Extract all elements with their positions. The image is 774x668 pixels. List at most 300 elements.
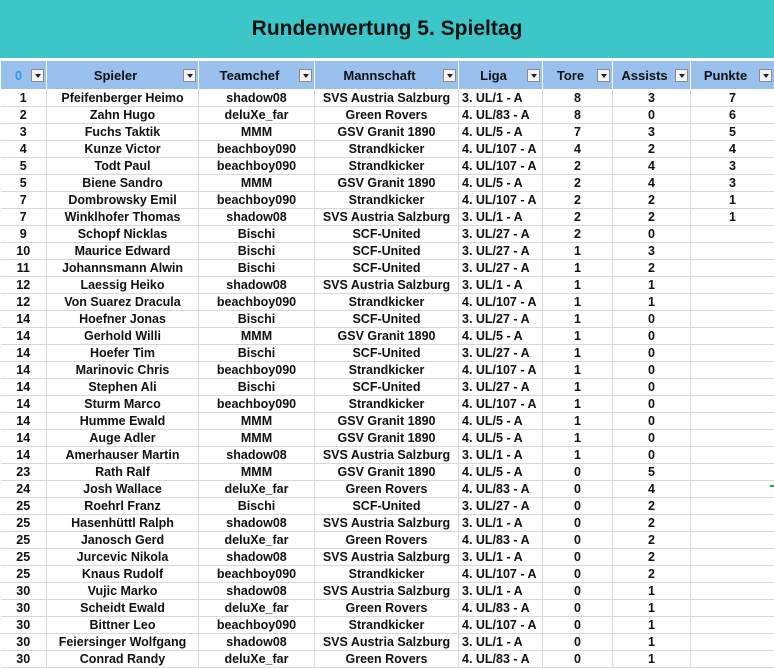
cell-assists[interactable]: 2 [613,532,691,549]
cell-punkte[interactable] [691,532,774,549]
cell-tore[interactable]: 0 [543,651,613,668]
column-header-label: Teamchef [199,68,314,83]
cell-spieler[interactable]: Zahn Hugo [47,107,199,124]
cell-teamchef[interactable]: MMM [199,124,315,141]
cell-liga[interactable]: 3. UL/1 - A [459,634,543,651]
cell-spieler[interactable]: Sturm Marco [47,396,199,413]
cell-liga[interactable]: 3. UL/1 - A [459,90,543,107]
cell-spieler[interactable]: Gerhold Willi [47,328,199,345]
cell-teamchef[interactable]: beachboy090 [199,192,315,209]
cell-tore[interactable]: 2 [543,158,613,175]
cell-punkte[interactable] [691,498,774,515]
cell-punkte[interactable] [691,277,774,294]
cell-punkte[interactable]: 6 [691,107,774,124]
cell-spieler[interactable]: Roehrl Franz [47,498,199,515]
cell-assists[interactable]: 0 [613,311,691,328]
cell-assists[interactable]: 2 [613,209,691,226]
cell-assists[interactable]: 2 [613,141,691,158]
cell-tore[interactable]: 2 [543,192,613,209]
cell-mannschaft[interactable]: GSV Granit 1890 [315,430,459,447]
cell-spieler[interactable]: Hoefner Jonas [47,311,199,328]
cell-tore[interactable]: 1 [543,447,613,464]
cell-assists[interactable]: 3 [613,124,691,141]
cell-assists[interactable]: 0 [613,362,691,379]
cell-spieler[interactable]: Conrad Randy [47,651,199,668]
cell-liga[interactable]: 4. UL/107 - A [459,141,543,158]
cell-teamchef[interactable]: Bischi [199,243,315,260]
cell-assists[interactable]: 4 [613,481,691,498]
cell-tore[interactable]: 0 [543,634,613,651]
cell-spieler[interactable]: Maurice Edward [47,243,199,260]
cell-assists[interactable]: 0 [613,345,691,362]
cell-teamchef[interactable]: deluXe_far [199,107,315,124]
cell-assists[interactable]: 4 [613,158,691,175]
cell-punkte[interactable] [691,311,774,328]
cell-punkte[interactable] [691,328,774,345]
cell-spieler[interactable]: Josh Wallace [47,481,199,498]
cell-spieler[interactable]: Dombrowsky Emil [47,192,199,209]
cell-teamchef[interactable]: beachboy090 [199,617,315,634]
cell-spieler[interactable]: Hoefer Tim [47,345,199,362]
cell-mannschaft[interactable]: SCF-United [315,243,459,260]
cell-mannschaft[interactable]: Strandkicker [315,617,459,634]
cell-rank[interactable]: 5 [1,175,47,192]
column-header-label: 0 [1,68,46,83]
cell-liga[interactable]: 4. UL/83 - A [459,481,543,498]
cell-punkte[interactable] [691,243,774,260]
cell-punkte[interactable] [691,345,774,362]
cell-tore[interactable]: 0 [543,498,613,515]
cell-liga[interactable]: 4. UL/5 - A [459,464,543,481]
cell-punkte[interactable] [691,583,774,600]
cell-mannschaft[interactable]: SVS Austria Salzburg [315,447,459,464]
cell-rank[interactable]: 25 [1,532,47,549]
cell-teamchef[interactable]: MMM [199,328,315,345]
cell-mannschaft[interactable]: Green Rovers [315,481,459,498]
cell-punkte[interactable] [691,634,774,651]
cell-punkte[interactable] [691,430,774,447]
cell-mannschaft[interactable]: Strandkicker [315,362,459,379]
cell-punkte[interactable] [691,617,774,634]
cell-punkte[interactable]: 1 [691,192,774,209]
dropdown-arrow-icon[interactable] [183,69,196,82]
cell-assists[interactable]: 4 [613,175,691,192]
cell-assists[interactable]: 2 [613,549,691,566]
cell-spieler[interactable]: Von Suarez Dracula [47,294,199,311]
cell-tore[interactable]: 1 [543,243,613,260]
cell-tore[interactable]: 1 [543,260,613,277]
cell-liga[interactable]: 4. UL/83 - A [459,107,543,124]
cell-spieler[interactable]: Bittner Leo [47,617,199,634]
cell-rank[interactable]: 14 [1,328,47,345]
cell-spieler[interactable]: Rath Ralf [47,464,199,481]
cell-punkte[interactable]: 3 [691,175,774,192]
dropdown-arrow-icon[interactable] [759,69,772,82]
cell-spieler[interactable]: Feiersinger Wolfgang [47,634,199,651]
column-header-label: Spieler [47,68,198,83]
cell-liga[interactable]: 3. UL/27 - A [459,311,543,328]
cell-rank[interactable]: 14 [1,345,47,362]
cell-mannschaft[interactable]: SVS Austria Salzburg [315,209,459,226]
cell-mannschaft[interactable]: Strandkicker [315,396,459,413]
cell-assists[interactable]: 0 [613,447,691,464]
cell-liga[interactable]: 4. UL/83 - A [459,651,543,668]
cell-liga[interactable]: 4. UL/107 - A [459,396,543,413]
cell-assists[interactable]: 1 [613,617,691,634]
cell-tore[interactable]: 0 [543,481,613,498]
cell-assists[interactable]: 1 [613,600,691,617]
cell-tore[interactable]: 0 [543,617,613,634]
cell-tore[interactable]: 7 [543,124,613,141]
cell-punkte[interactable]: 7 [691,90,774,107]
cell-punkte[interactable] [691,260,774,277]
cell-assists[interactable]: 1 [613,277,691,294]
cell-rank[interactable]: 5 [1,158,47,175]
cell-spieler[interactable]: Janosch Gerd [47,532,199,549]
table-row [1,277,774,294]
cell-spieler[interactable]: Kunze Victor [47,141,199,158]
cell-rank[interactable]: 14 [1,311,47,328]
cell-liga[interactable]: 3. UL/1 - A [459,277,543,294]
cell-mannschaft[interactable]: SCF-United [315,379,459,396]
cell-mannschaft[interactable]: SVS Austria Salzburg [315,583,459,600]
cell-mannschaft[interactable]: Strandkicker [315,158,459,175]
cell-punkte[interactable] [691,481,774,498]
cell-teamchef[interactable]: shadow08 [199,90,315,107]
cell-liga[interactable]: 3. UL/27 - A [459,243,543,260]
cell-rank[interactable]: 23 [1,464,47,481]
cell-mannschaft[interactable]: Green Rovers [315,600,459,617]
cell-spieler[interactable]: Auge Adler [47,430,199,447]
cell-tore[interactable]: 8 [543,90,613,107]
cell-assists[interactable]: 1 [613,583,691,600]
cell-assists[interactable]: 2 [613,498,691,515]
cell-rank[interactable]: 30 [1,600,47,617]
cell-rank[interactable]: 2 [1,107,47,124]
cell-mannschaft[interactable]: Strandkicker [315,192,459,209]
cell-mannschaft[interactable]: SVS Austria Salzburg [315,90,459,107]
cell-spieler[interactable]: Winklhofer Thomas [47,209,199,226]
cell-tore[interactable]: 0 [543,549,613,566]
cell-tore[interactable]: 0 [543,600,613,617]
cell-liga[interactable]: 3. UL/1 - A [459,447,543,464]
cell-liga[interactable]: 4. UL/5 - A [459,175,543,192]
cell-teamchef[interactable]: MMM [199,413,315,430]
table-row [1,498,774,515]
cell-rank[interactable]: 11 [1,260,47,277]
table-row [1,447,774,464]
cell-liga[interactable]: 4. UL/107 - A [459,362,543,379]
cell-assists[interactable]: 0 [613,430,691,447]
cell-tore[interactable]: 2 [543,226,613,243]
cell-teamchef[interactable]: shadow08 [199,515,315,532]
cell-tore[interactable]: 1 [543,362,613,379]
cell-liga[interactable]: 3. UL/1 - A [459,515,543,532]
cell-spieler[interactable]: Jurcevic Nikola [47,549,199,566]
cell-assists[interactable]: 1 [613,294,691,311]
cell-rank[interactable]: 25 [1,566,47,583]
cell-rank[interactable]: 14 [1,430,47,447]
cell-rank[interactable]: 30 [1,651,47,668]
cell-tore[interactable]: 2 [543,175,613,192]
cell-assists[interactable]: 1 [613,634,691,651]
table-row [1,107,774,124]
cell-rank[interactable]: 12 [1,294,47,311]
cell-punkte[interactable] [691,549,774,566]
cell-assists[interactable]: 2 [613,566,691,583]
cell-teamchef[interactable]: MMM [199,464,315,481]
cell-tore[interactable]: 0 [543,566,613,583]
cell-teamchef[interactable]: Bischi [199,379,315,396]
cell-liga[interactable]: 3. UL/1 - A [459,583,543,600]
cell-liga[interactable]: 3. UL/27 - A [459,498,543,515]
cell-rank[interactable]: 14 [1,396,47,413]
cell-punkte[interactable] [691,600,774,617]
dropdown-arrow-icon[interactable] [31,69,44,82]
cell-assists[interactable]: 0 [613,107,691,124]
cell-spieler[interactable]: Marinovic Chris [47,362,199,379]
cell-teamchef[interactable]: MMM [199,175,315,192]
cell-rank[interactable]: 12 [1,277,47,294]
cell-punkte[interactable] [691,651,774,668]
cell-tore[interactable]: 0 [543,515,613,532]
cell-teamchef[interactable]: beachboy090 [199,294,315,311]
cell-punkte[interactable] [691,362,774,379]
cell-rank[interactable]: 30 [1,634,47,651]
cell-mannschaft[interactable]: SVS Austria Salzburg [315,549,459,566]
cell-punkte[interactable]: 5 [691,124,774,141]
cell-spieler[interactable]: Laessig Heiko [47,277,199,294]
cell-teamchef[interactable]: deluXe_far [199,532,315,549]
cell-rank[interactable]: 14 [1,413,47,430]
dropdown-arrow-icon[interactable] [527,69,540,82]
cell-rank[interactable]: 14 [1,447,47,464]
cell-rank[interactable]: 7 [1,192,47,209]
cell-mannschaft[interactable]: Green Rovers [315,532,459,549]
cell-punkte[interactable]: 1 [691,209,774,226]
cell-teamchef[interactable]: Bischi [199,260,315,277]
cell-teamchef[interactable]: shadow08 [199,209,315,226]
cell-rank[interactable]: 3 [1,124,47,141]
cell-spieler[interactable]: Amerhauser Martin [47,447,199,464]
cell-teamchef[interactable]: shadow08 [199,583,315,600]
cell-spieler[interactable]: Johannsmann Alwin [47,260,199,277]
cell-tore[interactable]: 0 [543,583,613,600]
cell-teamchef[interactable]: MMM [199,430,315,447]
cell-tore[interactable]: 1 [543,345,613,362]
cell-punkte[interactable] [691,447,774,464]
cell-spieler[interactable]: Fuchs Taktik [47,124,199,141]
cell-tore[interactable]: 1 [543,328,613,345]
cell-assists[interactable]: 1 [613,651,691,668]
cell-mannschaft[interactable]: SCF-United [315,260,459,277]
cell-spieler[interactable]: Todt Paul [47,158,199,175]
cell-mannschaft[interactable]: GSV Granit 1890 [315,175,459,192]
cell-teamchef[interactable]: shadow08 [199,277,315,294]
table-row [1,600,774,617]
table-row [1,413,774,430]
cell-mannschaft[interactable]: GSV Granit 1890 [315,328,459,345]
cell-punkte[interactable] [691,226,774,243]
cell-teamchef[interactable]: beachboy090 [199,396,315,413]
cell-mannschaft[interactable]: SCF-United [315,345,459,362]
cell-mannschaft[interactable]: Green Rovers [315,651,459,668]
cell-spieler[interactable]: Stephen Ali [47,379,199,396]
cell-tore[interactable]: 0 [543,532,613,549]
cell-punkte[interactable] [691,294,774,311]
cell-punkte[interactable] [691,464,774,481]
cell-spieler[interactable]: Hasenhüttl Ralph [47,515,199,532]
cell-spieler[interactable]: Pfeifenberger Heimo [47,90,199,107]
cell-tore[interactable]: 1 [543,277,613,294]
cell-assists[interactable]: 0 [613,328,691,345]
cell-rank[interactable]: 14 [1,362,47,379]
table-row [1,464,774,481]
cell-assists[interactable]: 0 [613,396,691,413]
cell-assists[interactable]: 0 [613,226,691,243]
cell-spieler[interactable]: Knaus Rudolf [47,566,199,583]
cell-mannschaft[interactable]: SCF-United [315,311,459,328]
cell-assists[interactable]: 2 [613,260,691,277]
cell-punkte[interactable]: 4 [691,141,774,158]
cell-assists[interactable]: 3 [613,90,691,107]
cell-mannschaft[interactable]: GSV Granit 1890 [315,413,459,430]
cell-rank[interactable]: 25 [1,498,47,515]
cell-rank[interactable]: 7 [1,209,47,226]
dropdown-arrow-icon[interactable] [299,69,312,82]
cell-teamchef[interactable]: shadow08 [199,447,315,464]
cell-assists[interactable]: 2 [613,192,691,209]
cell-mannschaft[interactable]: SVS Austria Salzburg [315,515,459,532]
table-row [1,90,774,107]
cell-mannschaft[interactable]: Green Rovers [315,107,459,124]
cell-tore[interactable]: 2 [543,209,613,226]
cell-teamchef[interactable]: beachboy090 [199,158,315,175]
table-row [1,566,774,583]
cell-teamchef[interactable]: deluXe_far [199,600,315,617]
cell-punkte[interactable] [691,379,774,396]
cell-liga[interactable]: 4. UL/5 - A [459,328,543,345]
cell-liga[interactable]: 4. UL/5 - A [459,413,543,430]
cell-liga[interactable]: 4. UL/5 - A [459,124,543,141]
cell-punkte[interactable] [691,413,774,430]
cell-mannschaft[interactable]: Strandkicker [315,141,459,158]
dropdown-arrow-icon[interactable] [443,69,456,82]
cell-teamchef[interactable]: Bischi [199,226,315,243]
cell-rank[interactable]: 24 [1,481,47,498]
cell-rank[interactable]: 9 [1,226,47,243]
sort-descending-icon[interactable] [597,69,610,82]
cell-tore[interactable]: 1 [543,430,613,447]
cell-liga[interactable]: 3. UL/27 - A [459,260,543,277]
cell-rank[interactable]: 25 [1,549,47,566]
cell-rank[interactable]: 1 [1,90,47,107]
cell-spieler[interactable]: Vujic Marko [47,583,199,600]
cell-rank[interactable]: 14 [1,379,47,396]
cell-spieler[interactable]: Humme Ewald [47,413,199,430]
cell-mannschaft[interactable]: GSV Granit 1890 [315,124,459,141]
cell-rank[interactable]: 4 [1,141,47,158]
cell-teamchef[interactable]: beachboy090 [199,566,315,583]
cell-teamchef[interactable]: deluXe_far [199,651,315,668]
cell-mannschaft[interactable]: SCF-United [315,226,459,243]
cell-mannschaft[interactable]: SVS Austria Salzburg [315,634,459,651]
cell-tore[interactable]: 0 [543,464,613,481]
cell-spieler[interactable]: Schopf Nicklas [47,226,199,243]
cell-rank[interactable]: 30 [1,583,47,600]
cell-teamchef[interactable]: beachboy090 [199,141,315,158]
cell-punkte[interactable] [691,515,774,532]
cell-liga[interactable]: 4. UL/107 - A [459,158,543,175]
cell-rank[interactable]: 30 [1,617,47,634]
cell-tore[interactable]: 1 [543,396,613,413]
cell-liga[interactable]: 3. UL/1 - A [459,549,543,566]
ranking-table [0,60,774,668]
column-header-punkte [691,61,774,90]
cell-liga[interactable]: 4. UL/83 - A [459,600,543,617]
cell-tore[interactable]: 1 [543,379,613,396]
cell-assists[interactable]: 0 [613,413,691,430]
cell-liga[interactable]: 3. UL/1 - A [459,209,543,226]
cell-rank[interactable]: 10 [1,243,47,260]
cell-liga[interactable]: 4. UL/107 - A [459,566,543,583]
cell-mannschaft[interactable]: Strandkicker [315,294,459,311]
cell-tore[interactable]: 1 [543,294,613,311]
cell-spieler[interactable]: Biene Sandro [47,175,199,192]
cell-mannschaft[interactable]: SCF-United [315,498,459,515]
cell-rank[interactable]: 25 [1,515,47,532]
cell-teamchef[interactable]: shadow08 [199,634,315,651]
cell-liga[interactable]: 4. UL/107 - A [459,617,543,634]
cell-teamchef[interactable]: Bischi [199,311,315,328]
column-header-mannschaft [315,61,459,90]
cell-punkte[interactable] [691,396,774,413]
table-row [1,175,774,192]
cell-punkte[interactable]: 3 [691,158,774,175]
cell-liga[interactable]: 3. UL/27 - A [459,226,543,243]
cell-tore[interactable]: 1 [543,413,613,430]
column-header-label: Mannschaft [315,68,458,83]
column-header-label: Liga [459,68,542,83]
cell-teamchef[interactable]: beachboy090 [199,362,315,379]
cell-teamchef[interactable]: Bischi [199,345,315,362]
cell-tore[interactable]: 1 [543,311,613,328]
table-row [1,362,774,379]
cell-liga[interactable]: 3. UL/27 - A [459,345,543,362]
cell-assists[interactable]: 2 [613,515,691,532]
cell-assists[interactable]: 5 [613,464,691,481]
cell-mannschaft[interactable]: Strandkicker [315,566,459,583]
cell-liga[interactable]: 4. UL/107 - A [459,192,543,209]
cell-tore[interactable]: 4 [543,141,613,158]
cell-assists[interactable]: 3 [613,243,691,260]
cell-mannschaft[interactable]: GSV Granit 1890 [315,464,459,481]
cell-liga[interactable]: 4. UL/5 - A [459,430,543,447]
cell-mannschaft[interactable]: SVS Austria Salzburg [315,277,459,294]
table-row [1,260,774,277]
cell-spieler[interactable]: Scheidt Ewald [47,600,199,617]
cell-teamchef[interactable]: deluXe_far [199,481,315,498]
cell-liga[interactable]: 4. UL/107 - A [459,294,543,311]
cell-tore[interactable]: 8 [543,107,613,124]
cell-teamchef[interactable]: shadow08 [199,549,315,566]
dropdown-arrow-icon[interactable] [675,69,688,82]
cell-teamchef[interactable]: Bischi [199,498,315,515]
cell-assists[interactable]: 0 [613,379,691,396]
cell-punkte[interactable] [691,566,774,583]
cell-liga[interactable]: 4. UL/83 - A [459,532,543,549]
cell-liga[interactable]: 3. UL/27 - A [459,379,543,396]
